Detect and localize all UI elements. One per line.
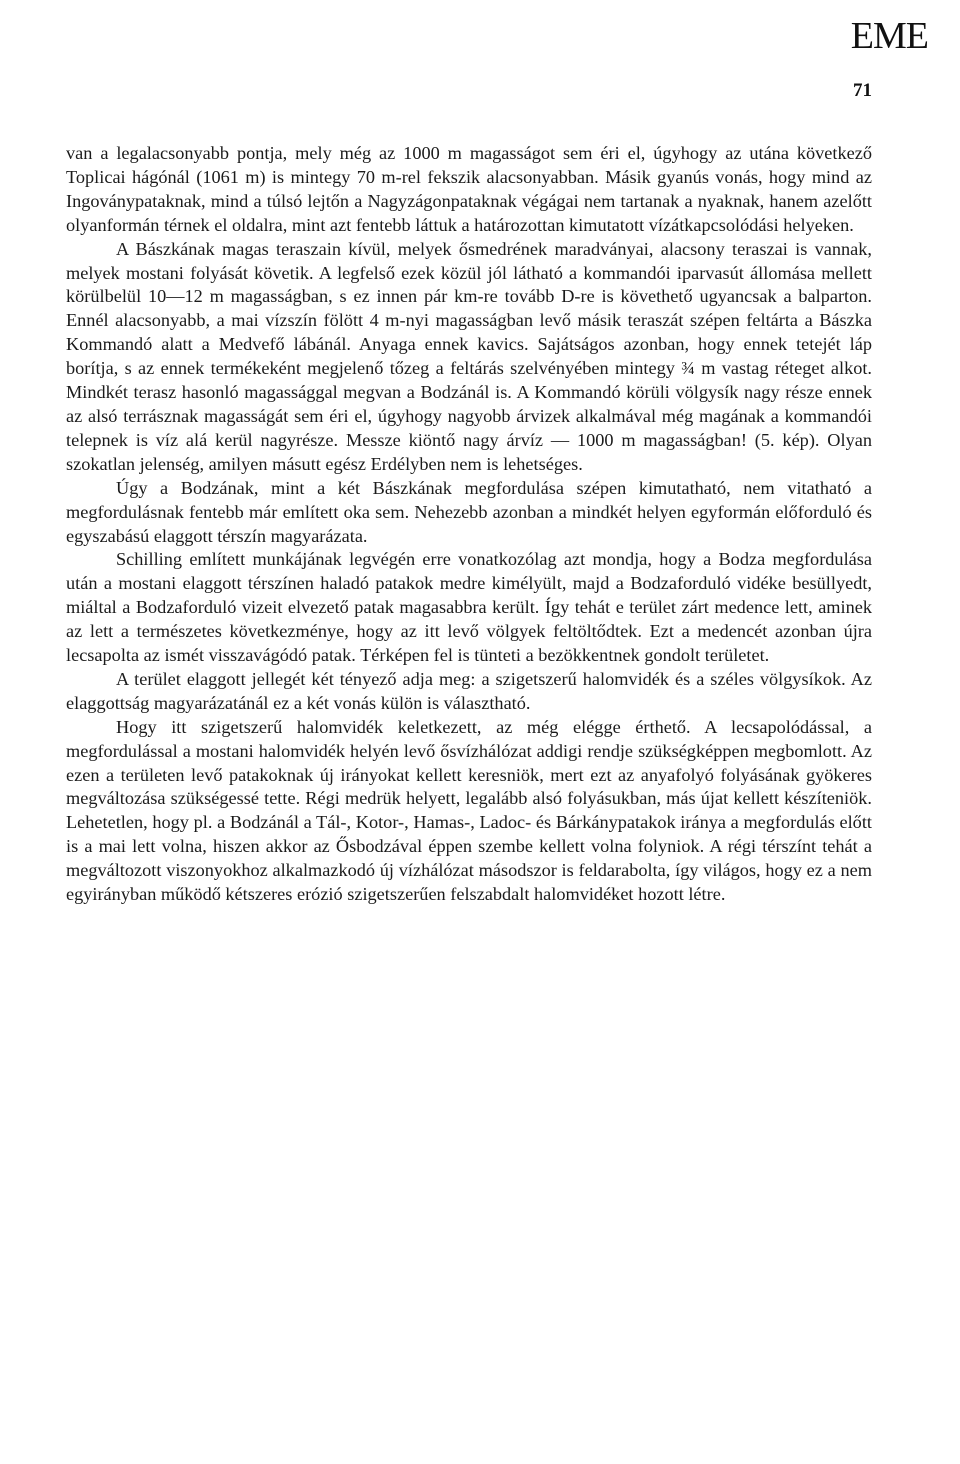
paragraph: A terület elaggott jellegét két tényező adja meg: a szigetszerű halomvidék és a széles völgysíkok. Az elaggottság magyarázatánál ez a két vonás külön is választható.	[66, 668, 872, 713]
paragraph: Schilling említett munkájának legvégén erre vonatkozólag azt mondja, hogy a Bodza megfordulása után a mostani elaggott térszínen haladó patakok medre kimélyült, majd a Bodzaforduló vidéke besüllyedt, miáltal a Bodzaforduló vizeit elvezető patak magasabbra került. Így tehát e terület zárt medence lett, aminek az lett a természetes következménye, hogy az itt levő völgyek feltöltődtek. Ezt a medencét azonban újra lecsapolta az ismét visszavágódó patak. Térképen fel is tünteti a bezökkentnek gondolt területet.	[66, 549, 872, 666]
paragraph: Úgy a Bodzának, mint a két Bászkának megfordulása szépen kimutatható, nem vitatható a megfordulásnak fentebb már említett oka sem. Nehezebb azonban a mindkét helyen egyformán előforduló és egyszabású elaggott térszín magyarázata.	[66, 477, 872, 546]
paragraph: van a legalacsonyabb pontja, mely még az 1000 m magasságot sem éri el, úgyhogy az utána következő Toplicai hágónál (1061 m) is mintegy 70 m-rel fekszik alacsonyabban. Másik gyanús vonás, hogy mind az Ingoványpataknak, mind a túlsó lejtőn a Nagyzágonpataknak végágai nem tartanak a nyaknak, hanem azelőtt olyanformán térnek el oldalra, mint azt fentebb láttuk a határozottan kimutatott vízátkapcsolódási helyeken.	[66, 143, 872, 235]
publisher-logo-text: EME	[850, 15, 928, 57]
paragraph: A Bászkának magas teraszain kívül, melyek ősmedrének maradványai, alacsony teraszai is vannak, melyek mostani folyását követik. A legfelső ezek közül jól látható a kommandói iparvasút állomása mellett körülbelül 10—12 m magasságban, s ez innen pár km-re tovább D-re is követhető ugyancsak a balparton. Ennél alacsonyabb, a mai vízszín fölött 4 m-nyi magasságban levő másik teraszát szépen feltárta a Bászka Kommandó alatt a Medvefő lábánál. Anyaga ennek kavics. Sajátságos azonban, hogy ennek tetejét láp borítja, s az ennek termékeként megjelenő tőzeg a feltárás szelvényében mintegy ¾ m vastag réteget alkot. Mindkét terasz hasonló magassággal megvan a Bodzánál is. A Kommandó körüli völgysík nagy része ennek az alsó terrásznak magasságát sem éri el, úgyhogy nagyobb árvizek alkalmával még magának a kommandói telepnek is víz alá kerül nagyrésze. Messze kiöntő nagy árvíz — 1000 m magasságban! (5. kép). Olyan szokatlan jelenség, amilyen másutt egész Erdélyben nem is lehetséges.	[66, 238, 872, 474]
publisher-logo	[851, 14, 928, 58]
page-number: 71	[853, 80, 872, 101]
paragraph: Hogy itt szigetszerű halomvidék keletkezett, az még elégge érthető. A lecsapolódással, a megfordulással a mostani halomvidék helyén levő ősvízhálózat addigi rendje szükségképpen megbomlott. Az ezen a területen levő patakoknak új irányokat kellett keresniök, mert ezt az anyafolyó folyásának gyökeres megváltozása szükségessé tette. Régi medrük helyett, legalább alsó folyásukban, más újat kellett készíteniök. Lehetetlen, hogy pl. a Bodzánál a Tál-, Kotor-, Hamas-, Ladoc- és Bárkánypatakok iránya a megfordulás előtt is a mai lett volna, hiszen akkor az Ősbodzával éppen szembe kellett volna folyniok. A régi térszínt tehát a megváltozott viszonyokhoz alkalmazkodó új vízhálózat másodszor is feldarabolta, így világos, hogy ez a nem egyirányban működő kétszeres erózió szigetszerűen felszabdalt halomvidéket hozott létre.	[66, 716, 872, 905]
body-text	[66, 142, 872, 907]
